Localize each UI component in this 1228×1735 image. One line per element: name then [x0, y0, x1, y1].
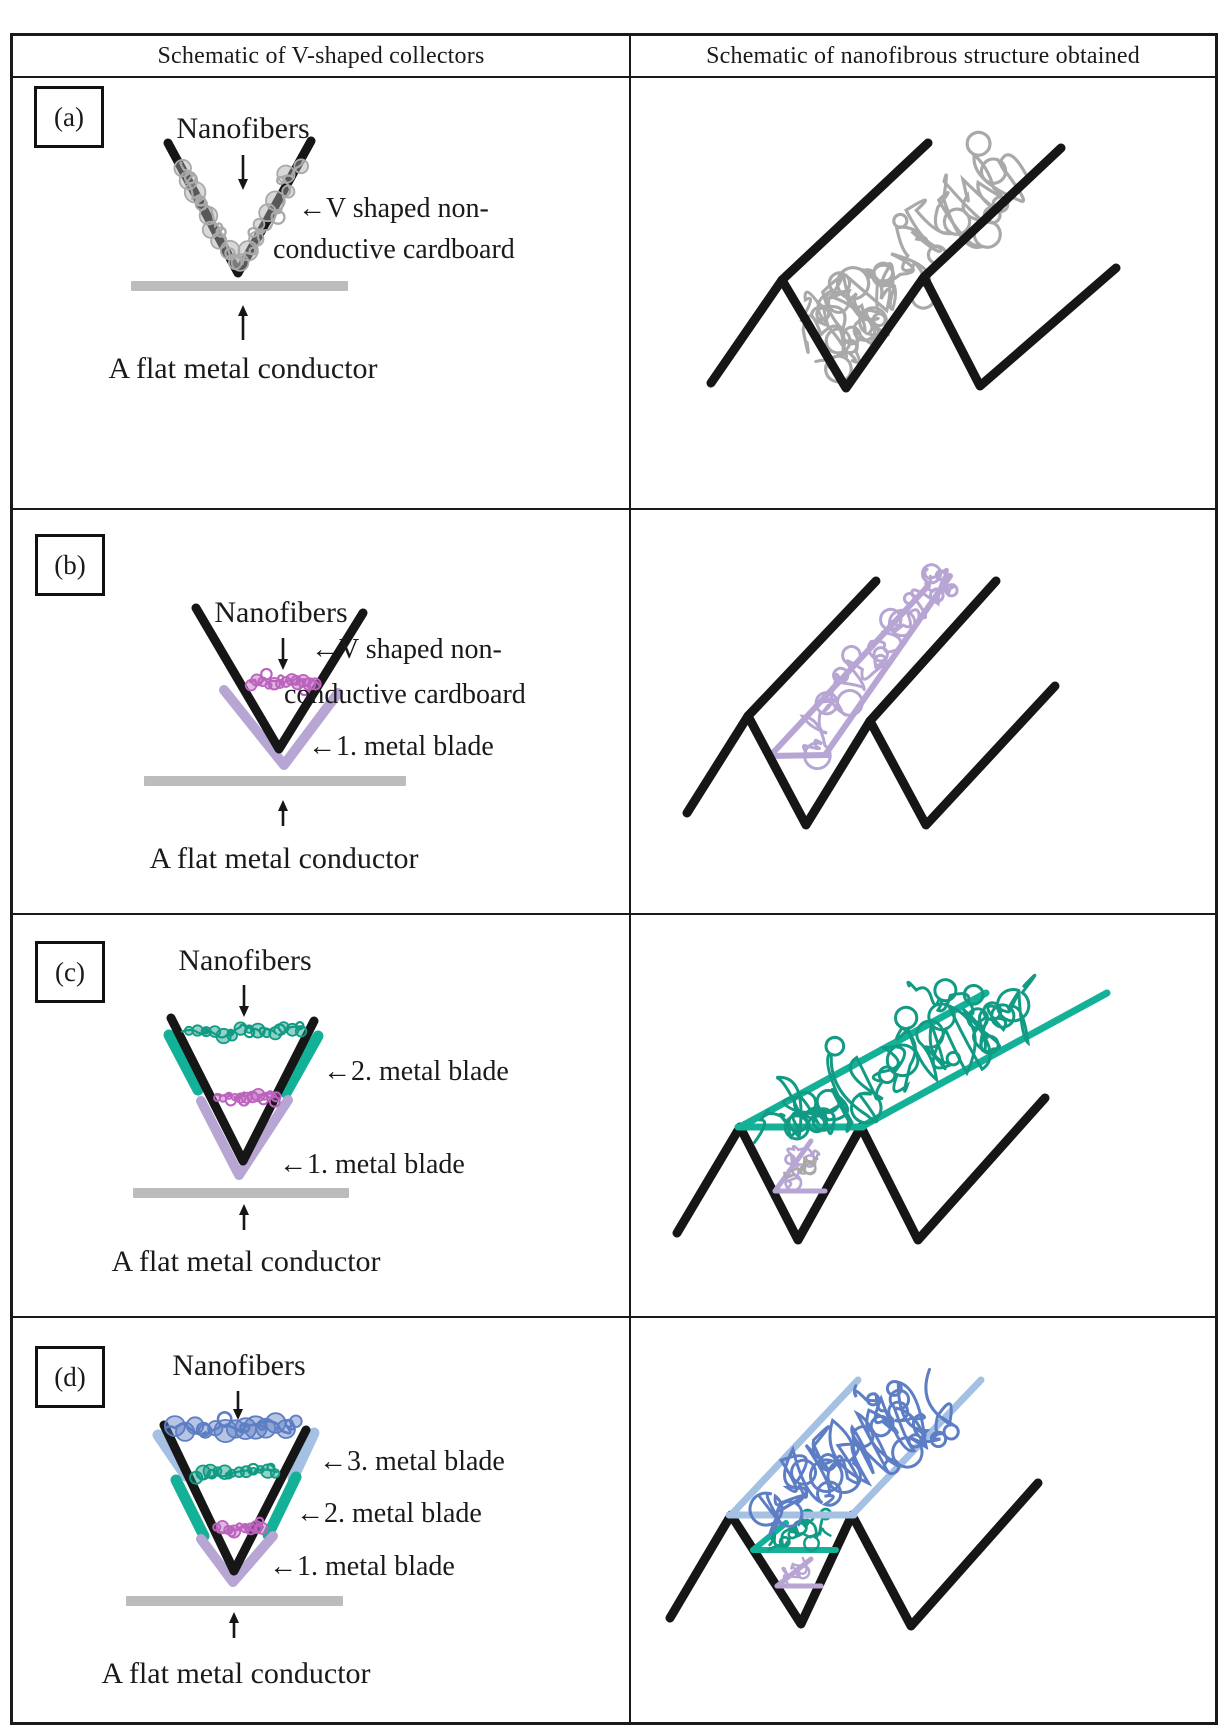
collector-diagram-a	[13, 78, 629, 508]
down-arrow-icon-head	[238, 179, 248, 190]
cardboard-label-b-line1: ←V shaped non-	[311, 634, 502, 665]
blade1-label-b: ←1. metal blade	[308, 731, 494, 762]
nanofibers-label-c: Nanofibers	[178, 944, 312, 977]
conductor-label-d: A flat metal conductor	[101, 1657, 371, 1690]
panel-label-box-c	[35, 941, 105, 1003]
up-arrow-icon-head	[238, 305, 248, 316]
panel-label-d: (d)	[54, 1361, 86, 1392]
down-arrow-icon-head	[278, 659, 288, 670]
nanofibers-label-b: Nanofibers	[214, 596, 348, 629]
cardboard-label-a-line1: ←V shaped non-	[298, 193, 489, 224]
structure-diagram-c	[631, 915, 1215, 1316]
blade1-label-c: ←1. metal blade	[279, 1149, 465, 1180]
cardboard-label-a-line2: conductive cardboard	[273, 234, 515, 265]
blade3-label-d: ←3. metal blade	[319, 1446, 505, 1477]
w-collector-front	[687, 686, 1055, 825]
up-arrow-icon-head	[229, 1612, 239, 1623]
header-structure	[631, 36, 1215, 78]
conductor-label-c: A flat metal conductor	[111, 1245, 381, 1278]
panel-label-a: (a)	[54, 101, 84, 132]
purple-membrane-edge	[825, 576, 950, 755]
cell-b-collector	[13, 510, 631, 915]
cell-c-structure	[631, 915, 1215, 1318]
magenta-fiber-scribble	[216, 1092, 279, 1107]
panel-label-box-d	[35, 1346, 105, 1408]
blade1-label-d: ←1. metal blade	[269, 1551, 455, 1582]
header-collectors-label: Schematic of V-shaped collectors	[157, 42, 485, 69]
teal-fiber-beads	[190, 1464, 279, 1483]
cell-d-collector	[13, 1318, 631, 1722]
gray-fiber-web	[803, 132, 1026, 381]
blade2-label-c: ←2. metal blade	[323, 1056, 509, 1087]
conductor-label-a: A flat metal conductor	[108, 352, 378, 385]
cardboard-label-b-line2: conductive cardboard	[284, 679, 526, 710]
w-collector-front	[677, 1098, 1045, 1240]
flat-metal-conductor-bar	[131, 281, 348, 291]
figure-table	[10, 33, 1218, 1725]
cell-a-collector	[13, 78, 631, 510]
purple-membrane-edge	[768, 755, 828, 756]
flat-metal-conductor-bar	[133, 1188, 349, 1198]
gray-fiber-scribble-left	[180, 163, 242, 264]
up-arrow-icon-head	[278, 800, 288, 811]
nanofiber-bead	[294, 159, 308, 173]
down-arrow-icon-head	[239, 1006, 249, 1017]
header-collectors	[13, 36, 631, 78]
up-arrow-icon-head	[239, 1204, 249, 1215]
nanofibers-label-a: Nanofibers	[176, 112, 310, 145]
w-collector-front	[670, 1483, 1038, 1626]
cell-a-structure	[631, 78, 1215, 510]
cell-c-collector	[13, 915, 631, 1318]
structure-diagram-a	[631, 78, 1215, 508]
conductor-label-b: A flat metal conductor	[149, 842, 419, 875]
panel-label-box-a	[34, 86, 104, 148]
structure-diagram-b	[631, 510, 1215, 913]
panel-label-c: (c)	[55, 956, 85, 987]
flat-metal-conductor-bar	[144, 776, 406, 786]
w-collector-front	[711, 268, 1116, 388]
structure-diagram-d	[631, 1318, 1215, 1722]
blade2-label-d: ←2. metal blade	[296, 1498, 482, 1529]
panel-label-b: (b)	[54, 549, 86, 580]
cell-b-structure	[631, 510, 1215, 915]
cell-d-structure	[631, 1318, 1215, 1722]
header-structure-label: Schematic of nanofibrous structure obtained	[706, 42, 1140, 69]
panel-label-box-b	[35, 534, 105, 596]
nanofibers-label-d: Nanofibers	[172, 1349, 306, 1382]
flat-metal-conductor-bar	[126, 1596, 343, 1606]
teal-membrane-edge	[740, 993, 986, 1127]
